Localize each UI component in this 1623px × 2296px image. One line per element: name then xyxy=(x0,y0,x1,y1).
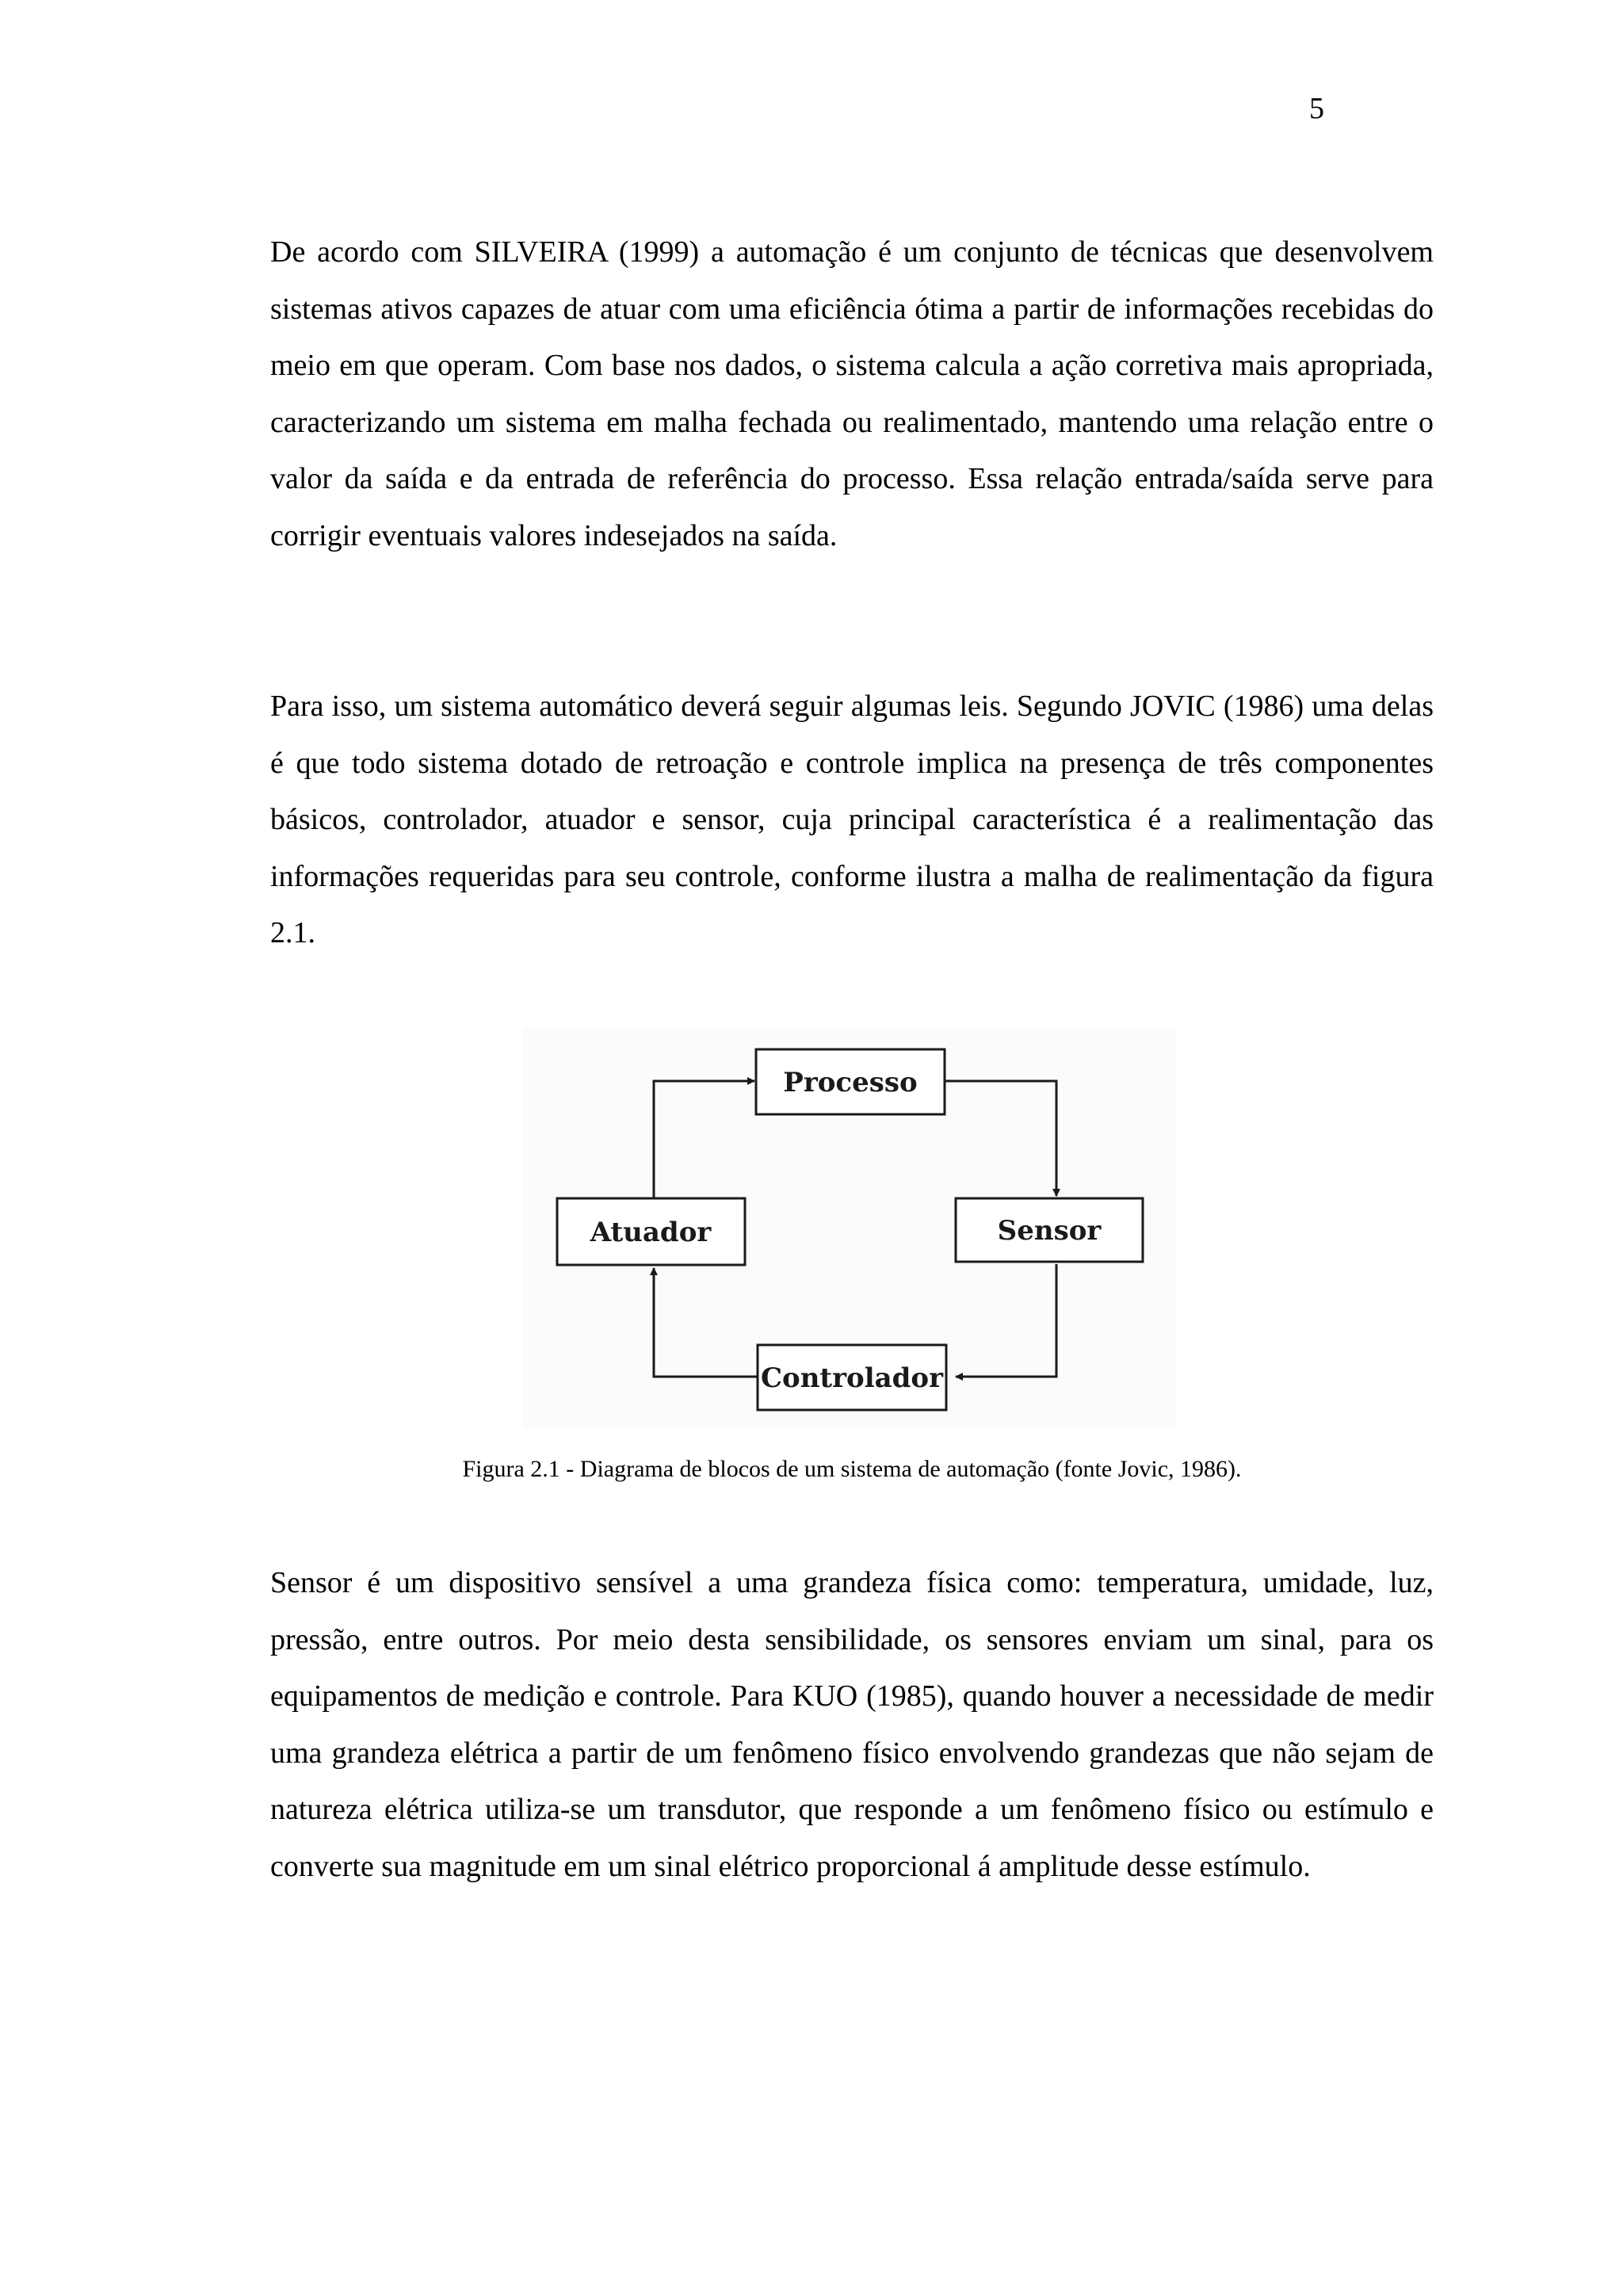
figure-block-diagram xyxy=(523,1027,1177,1427)
arrow-sensor-to-controlador xyxy=(956,1264,1056,1377)
block-controlador xyxy=(758,1345,946,1410)
figure-caption: Figura 2.1 - Diagrama de blocos de um sistema de automação (fonte Jovic, 1986). xyxy=(462,1456,1242,1482)
block-diagram-svg xyxy=(523,1027,1177,1427)
block-processo-label: Processo xyxy=(783,1067,918,1098)
paragraph-automacao-definicao: De acordo com SILVEIRA (1999) a automação é um conjunto de técnicas que desenvolvem sistemas ativos capazes de atuar com uma eficiência ótima a partir de informações recebidas do meio em que operam. Com base nos dados, o sistema calcula a ação corretiva mais apropriada, caracterizando um sistema em malha fechada ou realimentado, mantendo uma relação entre o valor da saída e da entrada de referência do processo. Essa relação entrada/saída serve para corrigir eventuais valores indesejados na saída. xyxy=(270,235,1434,552)
block-atuador xyxy=(557,1198,745,1265)
paragraph-sensor-definicao: Sensor é um dispositivo sensível a uma grandeza física como: temperatura, umidade, luz, pressão, entre outros. Por meio desta sensibilidade, os sensores enviam um sinal, para os equipamentos de medição e controle. Para KUO (1985), quando houver a necessidade de medir uma grandeza elétrica a partir de um fenômeno físico envolvendo grandezas que não sejam de natureza elétrica utiliza-se um transdutor, que responde a um fenômeno físico ou estímulo e converte sua magnitude em um sinal elétrico proporcional á amplitude desse estímulo. xyxy=(270,1566,1434,1883)
block-sensor-label: Sensor xyxy=(997,1215,1102,1247)
arrow-controlador-to-atuador xyxy=(654,1268,758,1377)
arrow-atuador-to-processo xyxy=(654,1081,754,1198)
block-atuador-label: Atuador xyxy=(590,1217,712,1248)
block-processo xyxy=(756,1049,945,1114)
block-controlador-label: Controlador xyxy=(760,1362,944,1394)
block-sensor xyxy=(956,1198,1143,1262)
arrow-processo-to-sensor xyxy=(945,1081,1056,1196)
paragraph-leis-sistema-automatico: Para isso, um sistema automático deverá seguir algumas leis. Segundo JOVIC (1986) uma delas é que todo sistema dotado de retroação e controle implica na presença de três componentes básicos, controlador, atuador e sensor, cuja principal característica é a realimentação das informações requeridas para seu controle, conforme ilustra a malha de realimentação da figura 2.1. xyxy=(270,690,1434,949)
page-number: 5 xyxy=(1309,92,1324,125)
